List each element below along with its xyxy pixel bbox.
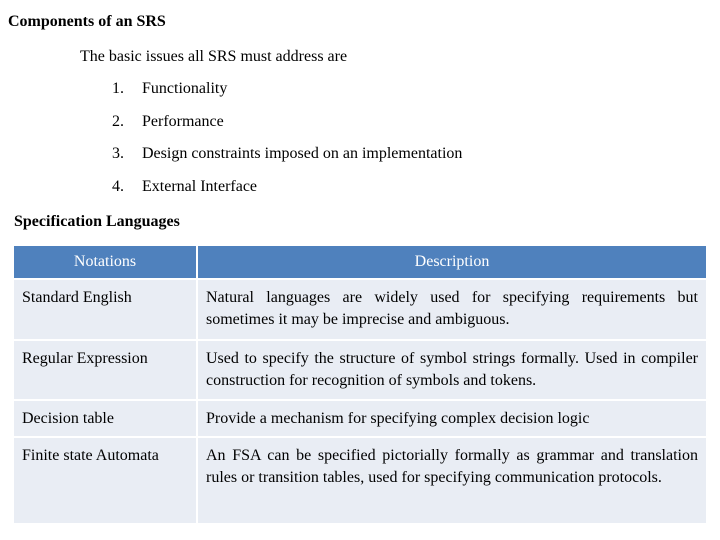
list-item-text: Functionality: [142, 80, 228, 97]
list-number: 4.: [112, 177, 124, 195]
description-cell: An FSA can be specified pictorially formally as grammar and translation rules or transition tables, used for specifying communication protocols.: [197, 437, 706, 523]
list-item-text: Design constraints imposed on an implementation: [142, 145, 463, 163]
notation-cell: Finite state Automata: [14, 437, 197, 523]
table-row: [14, 437, 706, 523]
column-header-description: Description: [197, 246, 706, 279]
notation-cell: Regular Expression: [14, 340, 197, 400]
notation-cell: Standard English: [14, 279, 197, 340]
section-heading: Specification Languages: [14, 213, 180, 230]
list-item: [112, 177, 462, 210]
intro-text: The basic issues all SRS must address are: [80, 48, 348, 65]
description-cell: Natural languages are widely used for specifying requirements but sometimes it may be imprecise and ambiguous.: [197, 279, 706, 340]
list-item: [112, 144, 462, 177]
page-title: Components of an SRS: [8, 13, 166, 30]
table-row: [14, 279, 706, 340]
list-number: 2.: [112, 112, 124, 130]
table-row: [14, 340, 706, 400]
list-item-text: External Interface: [142, 177, 258, 195]
description-cell: Provide a mechanism for specifying complex decision logic: [197, 400, 706, 437]
issues-list: [112, 79, 462, 209]
list-item: [112, 112, 462, 145]
description-cell: Used to specify the structure of symbol strings formally. Used in compiler construction for recognition of symbols and tokens.: [197, 340, 706, 400]
notation-cell: Decision table: [14, 400, 197, 437]
list-item-text: Performance: [142, 112, 224, 130]
table-header-row: [14, 246, 706, 279]
list-number: 3.: [112, 145, 124, 163]
list-item: [112, 79, 462, 112]
column-header-notations: Notations: [14, 246, 197, 279]
list-number: 1.: [112, 80, 124, 97]
table-row: [14, 400, 706, 437]
spec-languages-table: [14, 246, 706, 523]
